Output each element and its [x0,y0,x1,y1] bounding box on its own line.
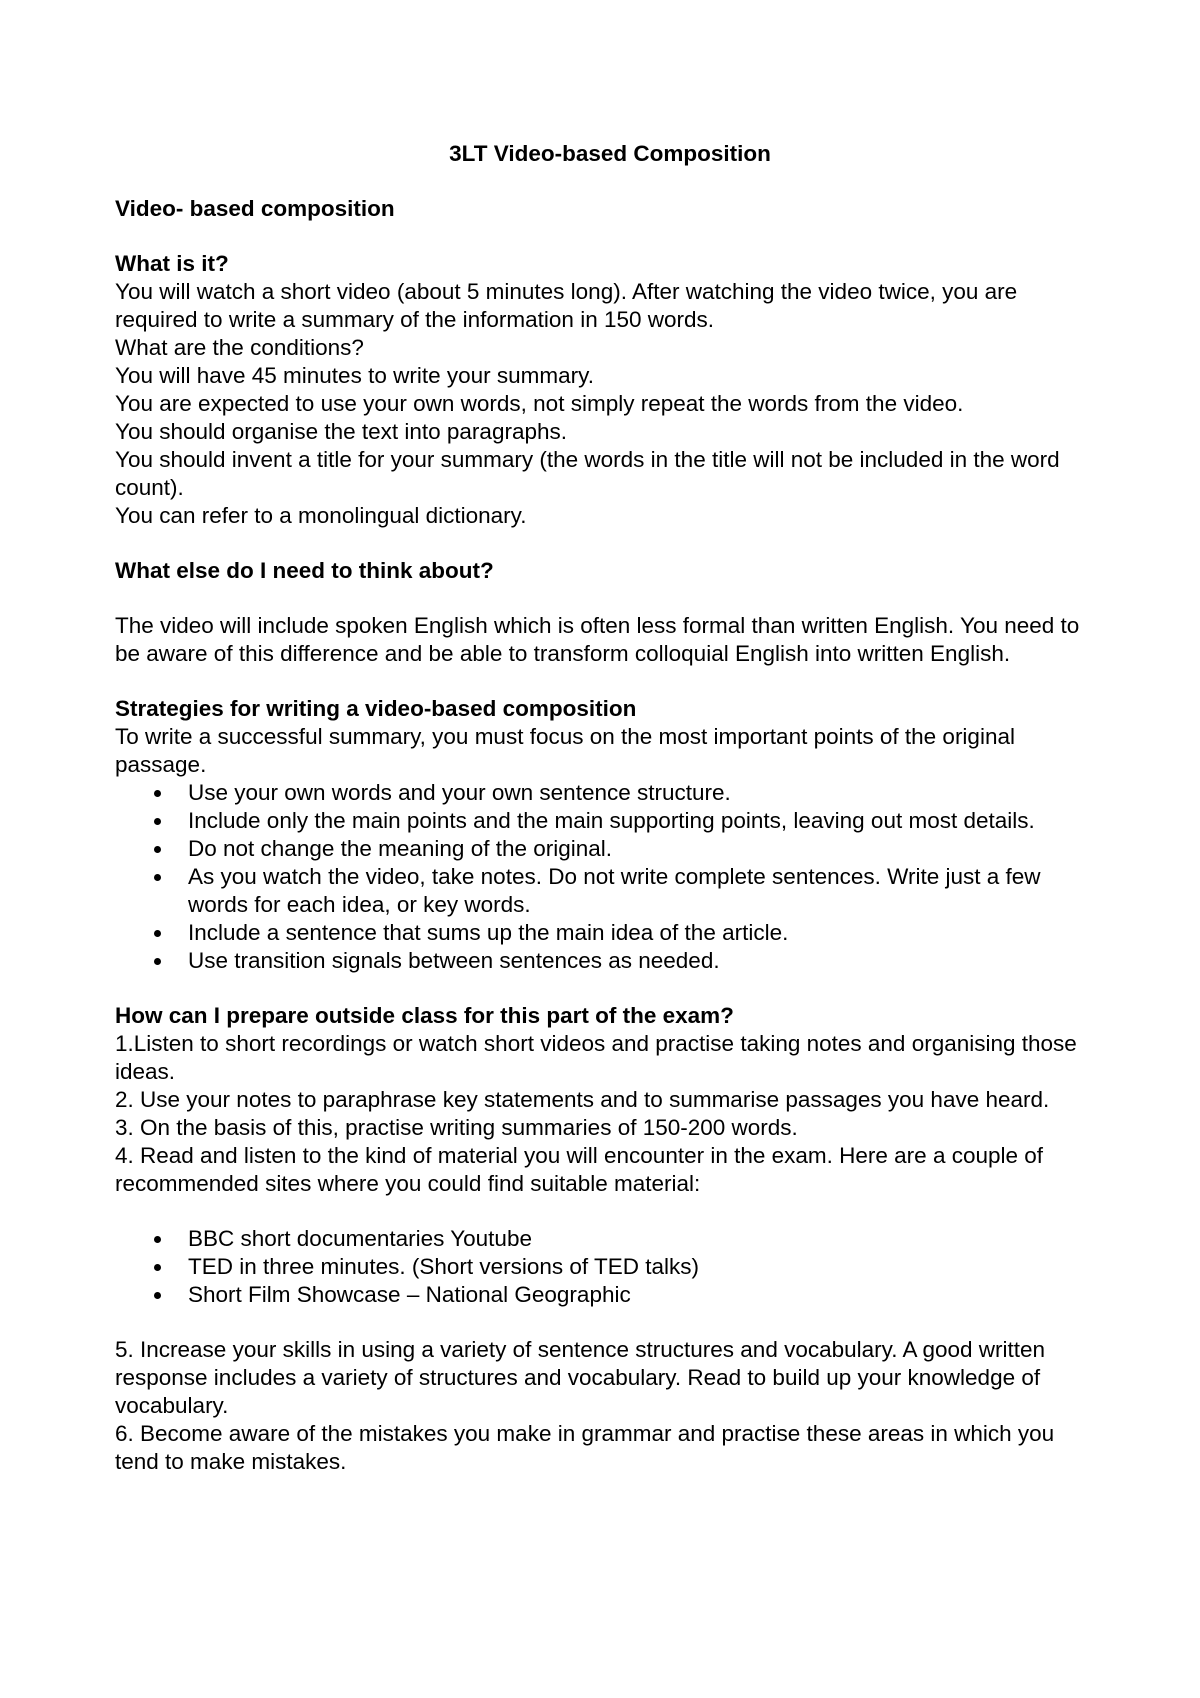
spacer [115,1309,1095,1336]
prepare-item-2: 2. Use your notes to paraphrase key statements and to summarise passages you have heard. [115,1087,1050,1112]
heading-what-is-it: What is it? [115,251,229,276]
site-name: TED in three minutes. (Short versions of TED talks) [188,1254,700,1279]
bullet-icon [154,818,161,825]
list-item [115,1253,1095,1281]
bullet-icon [154,958,161,965]
recommended-sites-list [115,1225,1095,1309]
heading-what-else: What else do I need to think about? [115,558,494,583]
list-item [115,807,1095,835]
heading-strategies: Strategies for writing a video-based composition [115,696,637,721]
list-item [115,919,1095,947]
spacer [115,975,1095,1002]
strategies-list [115,779,1095,975]
prepare-item-1: 1.Listen to short recordings or watch short videos and practise taking notes and organising those ideas. [115,1031,1077,1084]
prepare-item-6: 6. Become aware of the mistakes you make in grammar and practise these areas in which you tend to make mistakes. [115,1421,1055,1474]
bullet-icon [154,930,161,937]
list-item-text: Do not change the meaning of the original. [188,836,613,861]
paragraph-what-is-it-intro: You will watch a short video (about 5 minutes long). After watching the video twice, you are required to write a summary of the information in 150 words. [115,279,1018,332]
line-invent-title: You should invent a title for your summary (the words in the title will not be included in the word count). [115,447,1060,500]
heading-prepare: How can I prepare outside class for this part of the exam? [115,1003,734,1028]
line-own-words: You are expected to use your own words, not simply repeat the words from the video. [115,391,964,416]
list-item-text: As you watch the video, take notes. Do not write complete sentences. Write just a few words for each idea, or key words. [188,864,1041,917]
paragraph-strategies-intro: To write a successful summary, you must focus on the most important points of the original passage. [115,724,1015,777]
spacer [115,1198,1095,1225]
prepare-item-4: 4. Read and listen to the kind of material you will encounter in the exam. Here are a couple of recommended sites where you could find suitable material: [115,1143,1044,1196]
line-organise-paragraphs: You should organise the text into paragraphs. [115,419,567,444]
list-item [115,779,1095,807]
section-heading-video-based-composition: Video- based composition [115,196,395,221]
list-item [115,1225,1095,1253]
list-item [115,947,1095,975]
paragraph-spoken-english: The video will include spoken English which is often less formal than written English. You need to be aware of this difference and be able to transform colloquial English into written English. [115,613,1080,666]
list-item-text: Include a sentence that sums up the main idea of the article. [188,920,789,945]
bullet-icon [154,874,161,881]
bullet-icon [154,790,161,797]
site-name: Short Film Showcase – National Geographic [188,1282,631,1307]
line-dictionary: You can refer to a monolingual dictionary. [115,503,527,528]
list-item [115,835,1095,863]
spacer [115,585,1095,612]
list-item [115,1281,1095,1309]
site-name: BBC short documentaries Youtube [188,1226,532,1251]
bullet-icon [154,1264,161,1271]
bullet-icon [154,846,161,853]
list-item-text: Use transition signals between sentences as needed. [188,948,720,973]
bullet-icon [154,1292,161,1299]
document-title: 3LT Video-based Composition [449,141,771,166]
line-conditions-question: What are the conditions? [115,335,364,360]
spacer [115,530,1095,557]
list-item [115,863,1095,919]
spacer [115,668,1095,695]
document-page [115,140,1095,1476]
list-item-text: Include only the main points and the main supporting points, leaving out most details. [188,808,1035,833]
list-item-text: Use your own words and your own sentence structure. [188,780,731,805]
prepare-item-5: 5. Increase your skills in using a variety of sentence structures and vocabulary. A good written response includes a variety of structures and vocabulary. Read to build up your knowledge of vocabulary. [115,1337,1046,1418]
spacer [115,223,1095,250]
line-45-minutes: You will have 45 minutes to write your summary. [115,363,594,388]
prepare-item-3: 3. On the basis of this, practise writing summaries of 150-200 words. [115,1115,798,1140]
bullet-icon [154,1236,161,1243]
